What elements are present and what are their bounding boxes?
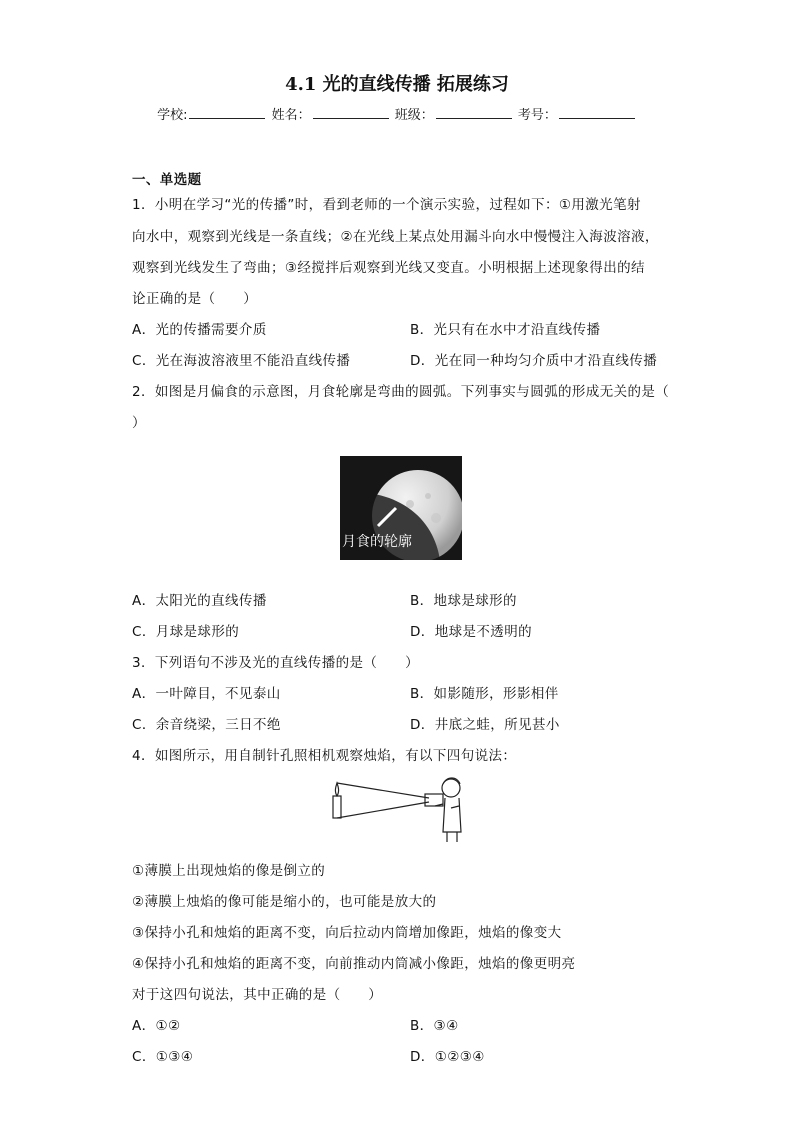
pinhole-camera-drawing: [327, 772, 467, 844]
q2-option-c: C．月球是球形的: [132, 624, 240, 640]
q2-line-2: ）: [132, 415, 146, 431]
lunar-eclipse-figure: [340, 456, 462, 560]
q1-line-3: 观察到光线发生了弯曲；③经搅拌后观察到光线又变直。小明根据上述现象得出的结: [132, 260, 645, 276]
q4-question: 对于这四句说法，其中正确的是（ ）: [132, 987, 383, 1003]
q1-line-1: 1．小明在学习“光的传播”时，看到老师的一个演示实验，过程如下：①用激光笔射: [132, 197, 641, 213]
q3-stem: 3．下列语句不涉及光的直线传播的是（ ）: [132, 655, 419, 671]
q2-option-a: A．太阳光的直线传播: [132, 593, 267, 609]
q4-statement-1: ①薄膜上出现烛焰的像是倒立的: [132, 863, 326, 879]
exam-no-label: 考号：: [517, 108, 557, 123]
q4-stem: 4．如图所示，用自制针孔照相机观察烛焰，有以下四句说法：: [132, 748, 517, 764]
q1-line-2: 向水中，观察到光线是一条直线；②在光线上某点处用漏斗向水中慢慢注入海波溶液，: [132, 229, 659, 245]
document-title: 4.1 光的直线传播 拓展练习: [285, 74, 509, 95]
eclipse-outline-label: 月食的轮廓: [342, 534, 412, 550]
q2-line-1: 2．如图是月偏食的示意图，月食轮廓是弯曲的圆弧。下列事实与圆弧的形成无关的是（: [132, 384, 670, 400]
q1-option-c: C．光在海波溶液里不能沿直线传播: [132, 353, 351, 369]
pinhole-camera-figure: [327, 772, 467, 844]
q4-statement-3: ③保持小孔和烛焰的距离不变，向后拉动内筒增加像距，烛焰的像变大: [132, 925, 562, 941]
class-blank: [436, 106, 512, 119]
lunar-eclipse-image: [340, 456, 462, 560]
q3-option-b: B．如影随形，形影相伴: [410, 686, 559, 702]
school-blank: [189, 106, 265, 119]
q1-line-4: 论正确的是（ ）: [132, 291, 258, 307]
name-blank: [313, 106, 389, 119]
q3-option-c: C．余音绕梁，三日不绝: [132, 717, 281, 733]
student-info-line: [0, 104, 794, 123]
q2-option-d: D．地球是不透明的: [410, 624, 532, 640]
q1-option-a: A．光的传播需要介质: [132, 322, 267, 338]
name-label: 姓名：: [271, 108, 311, 123]
q4-statement-4: ④保持小孔和烛焰的距离不变，向前推动内筒减小像距，烛焰的像更明亮: [132, 956, 576, 972]
q3-option-a: A．一叶障目，不见泰山: [132, 686, 281, 702]
school-label: 学校:: [157, 108, 188, 123]
q3-option-d: D．井底之蛙，所见甚小: [410, 717, 560, 733]
q4-option-a: A．①②: [132, 1018, 181, 1034]
section-heading: 一、单选题: [132, 172, 202, 188]
q2-option-b: B．地球是球形的: [410, 593, 517, 609]
q4-option-c: C．①③④: [132, 1049, 194, 1065]
q4-statement-2: ②薄膜上烛焰的像可能是缩小的，也可能是放大的: [132, 894, 437, 910]
q1-option-b: B．光只有在水中才沿直线传播: [410, 322, 601, 338]
q1-option-d: D．光在同一种均匀介质中才沿直线传播: [410, 353, 658, 369]
exam-no-blank: [559, 106, 635, 119]
q4-option-b: B．③④: [410, 1018, 459, 1034]
q4-option-d: D．①②③④: [410, 1049, 485, 1065]
class-label: 班级：: [394, 108, 434, 123]
